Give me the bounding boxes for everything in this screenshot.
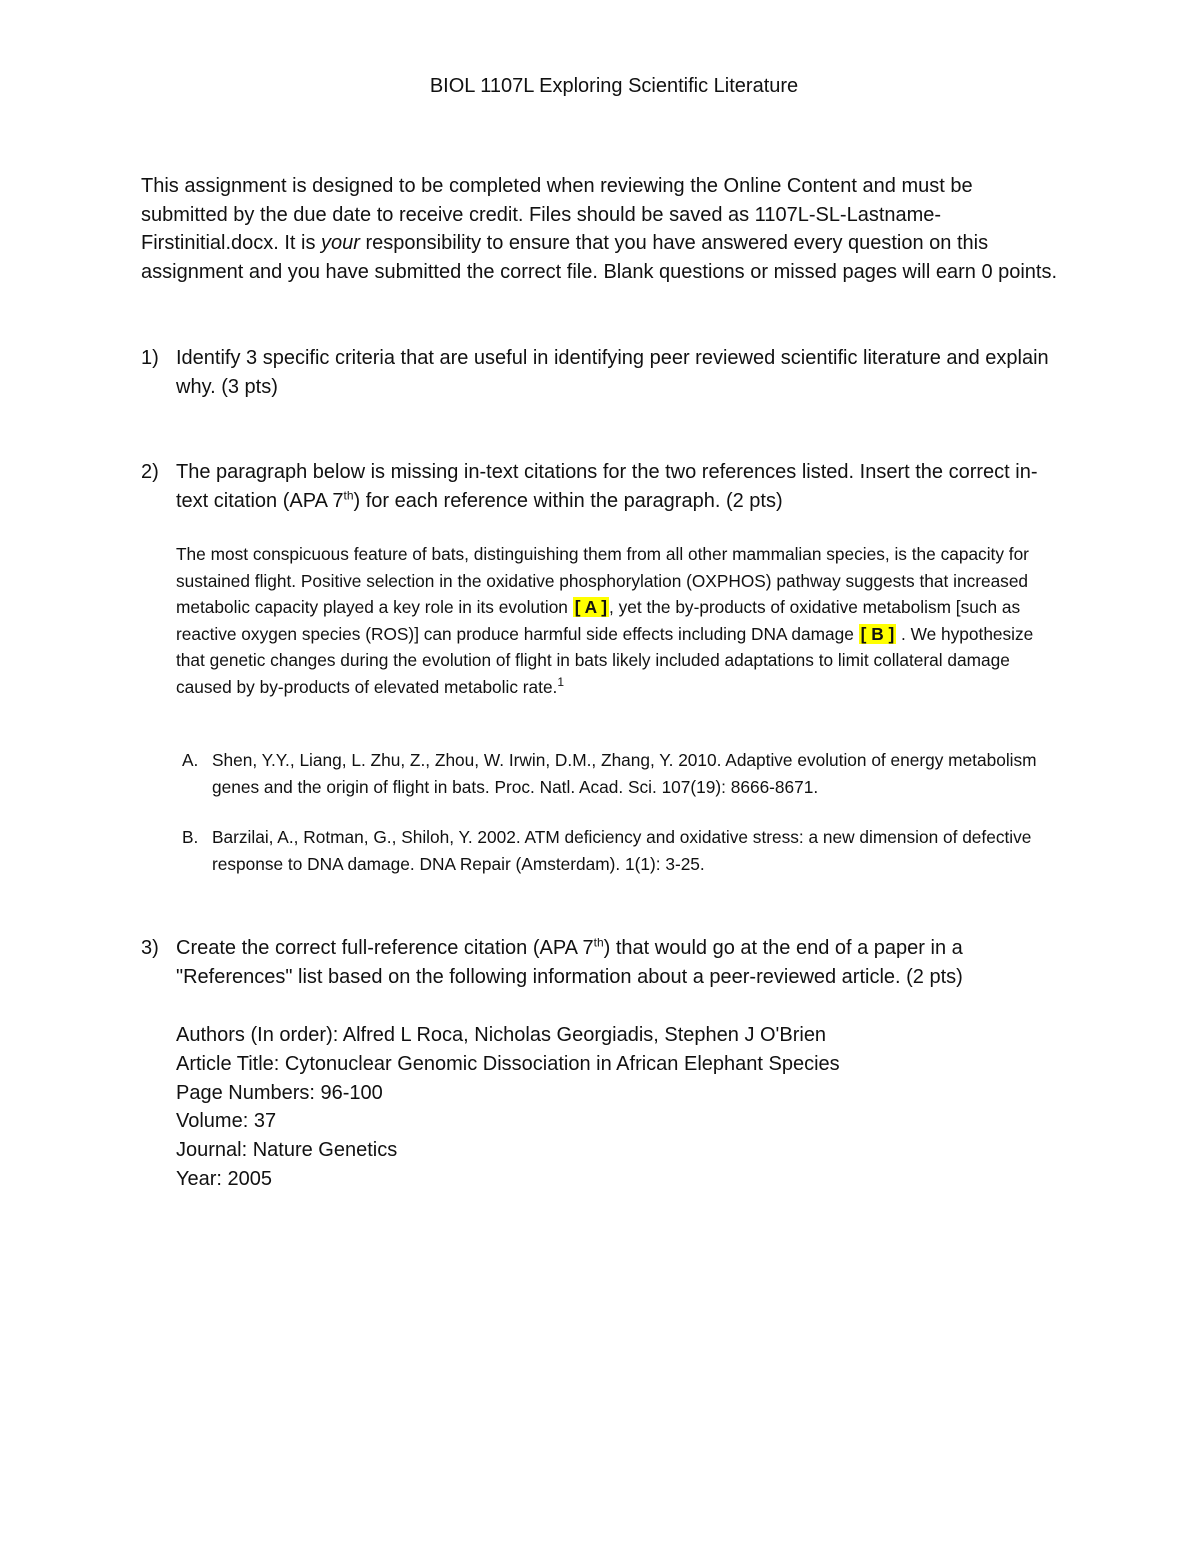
question-2 bbox=[141, 458, 1061, 515]
reference-text: Barzilai, A., Rotman, G., Shiloh, Y. 2002. ATM deficiency and oxidative stress: a new dimension of defective response to DNA damage. DNA Repair (Amsterdam). 1(1): 3-25. bbox=[212, 827, 1032, 874]
question-1 bbox=[141, 344, 1061, 401]
paragraph-part1: The most conspicuous feature of bats, distinguishing them from all other mammalian species, is the capacity for sustained flight. Positive selection in the oxidative phosphorylation (OXPHOS) pathway suggests that increased metabolic capacity played a key role in its evolution bbox=[176, 544, 1029, 617]
citation-marker-a: [ A ] bbox=[574, 597, 608, 617]
article-volume: Volume: 37 bbox=[176, 1110, 277, 1133]
reference-a bbox=[176, 747, 1066, 800]
article-info bbox=[176, 1021, 1066, 1194]
question-text: Identify 3 specific criteria that are useful in identifying peer reviewed scientific literature and explain why. (3 pts) bbox=[176, 347, 1049, 398]
question-number: 1) bbox=[141, 347, 159, 369]
citation-marker-b: [ B ] bbox=[860, 623, 895, 644]
article-pages: Page Numbers: 96-100 bbox=[176, 1081, 383, 1104]
superscript: th bbox=[593, 935, 604, 950]
superscript: th bbox=[343, 487, 354, 502]
page-title: BIOL 1107L Exploring Scientific Literature bbox=[429, 75, 799, 97]
intro-text-part1: This assignment is designed to be completed when reviewing the Online Content and must be submitted by the due date to receive credit. Files should be saved as 1107L-SL-Lastname-Firstinitial.docx. It is bbox=[141, 175, 973, 254]
article-title: Article Title: Cytonuclear Genomic Dissociation in African Elephant Species bbox=[176, 1052, 840, 1075]
reference-letter: A. bbox=[182, 750, 199, 770]
intro-emphasis: your bbox=[321, 232, 360, 254]
question-3 bbox=[141, 934, 1061, 991]
reference-text: Shen, Y.Y., Liang, L. Zhu, Z., Zhou, W. Irwin, D.M., Zhang, Y. 2010. Adaptive evolution of energy metabolism genes and the origin of flight in bats. Proc. Natl. Acad. Sci. 107(19): 8666-8671. bbox=[212, 750, 1037, 797]
question-text-after: ) that would go at the end of a paper in a "References" list based on the following information about a peer-reviewed article. (2 pts) bbox=[176, 937, 963, 988]
footnote-marker: 1 bbox=[557, 674, 565, 689]
intro-text-part2: responsibility to ensure that you have answered every question on this assignment and you have submitted the correct file. Blank questions or missed pages will earn 0 points. bbox=[141, 232, 1058, 283]
question-text bbox=[176, 934, 1061, 991]
article-authors: Authors (In order): Alfred L Roca, Nicholas Georgiadis, Stephen J O'Brien bbox=[176, 1024, 827, 1046]
question-number: 2) bbox=[141, 461, 159, 483]
article-journal: Journal: Nature Genetics bbox=[176, 1139, 398, 1162]
intro-paragraph bbox=[141, 172, 1061, 286]
citation-paragraph bbox=[176, 541, 1066, 700]
reference-b bbox=[176, 824, 1066, 877]
question-text-before: Create the correct full-reference citation (APA 7 bbox=[176, 937, 594, 959]
paragraph-part3: . We hypothesize that genetic changes during the evolution of flight in bats likely included adaptations to limit collateral damage caused by by-products of elevated metabolic rate. bbox=[176, 623, 1034, 697]
article-year: Year: 2005 bbox=[176, 1167, 273, 1190]
question-text-before: The paragraph below is missing in-text citations for the two references listed. Insert the correct in-text citation (APA 7 bbox=[176, 461, 1038, 512]
reference-letter: B. bbox=[182, 827, 199, 847]
paragraph-part2: , yet the by-products of oxidative metabolism [such as reactive oxygen species (ROS)] can produce harmful side effects including DNA damage bbox=[176, 597, 1021, 644]
question-text-after: ) for each reference within the paragraph. (2 pts) bbox=[353, 489, 783, 512]
question-number: 3) bbox=[141, 937, 159, 959]
question-text bbox=[176, 458, 1061, 515]
